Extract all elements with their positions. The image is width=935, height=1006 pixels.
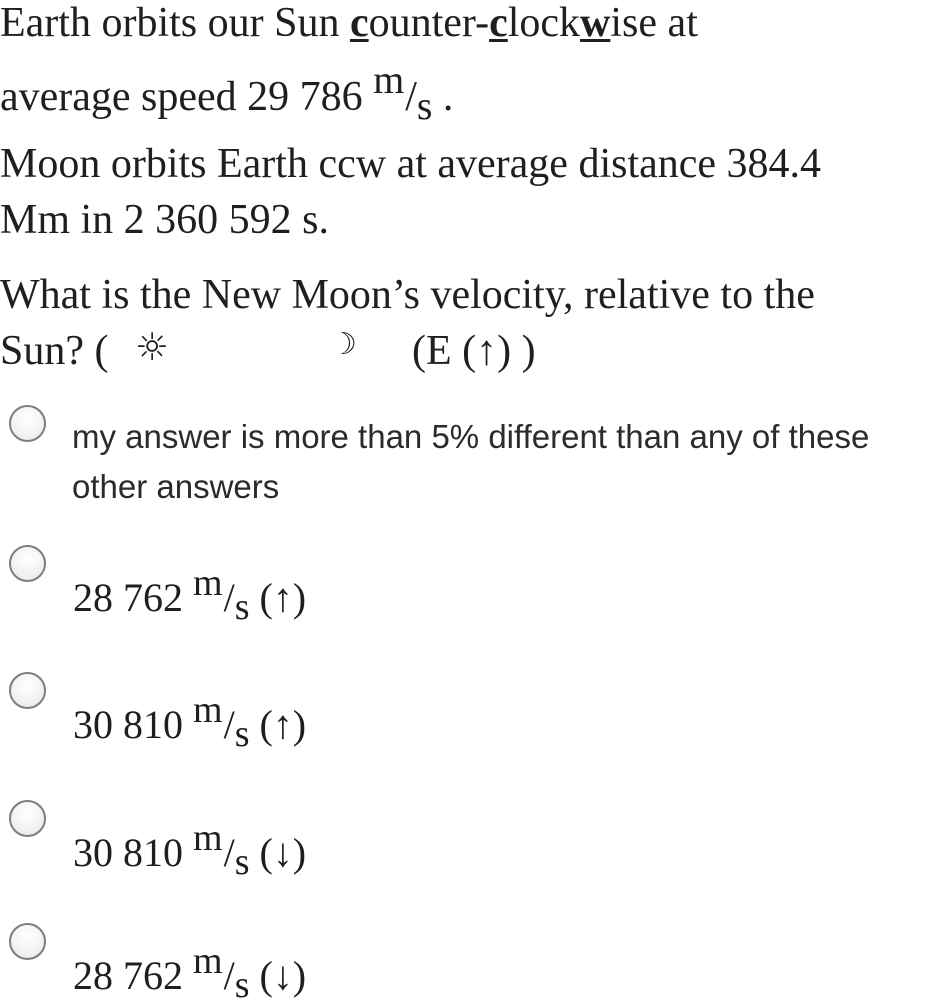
answer-option-4[interactable]: [0, 795, 935, 885]
unit-numerator: m: [373, 57, 405, 103]
direction-indicator: (↑): [259, 702, 307, 747]
answer-option-1[interactable]: [0, 400, 935, 520]
question-text-segment: Earth orbits our Sun: [0, 0, 350, 46]
unit-numerator: m: [193, 817, 223, 860]
question-text-segment: ounter-: [368, 0, 490, 46]
question-line-5: What is the New Moon’s velocity, relative to the: [0, 272, 815, 318]
unit-meters-per-second: [193, 562, 250, 629]
unit-denominator: s: [234, 713, 250, 756]
option-label: [73, 940, 307, 1006]
unit-slash: /: [405, 74, 417, 120]
option-label: my answer is more than 5% different than any of these other answers: [72, 418, 870, 505]
unit-denominator: s: [416, 82, 433, 128]
unit-slash: /: [223, 830, 235, 875]
direction-indicator: (↓): [259, 830, 307, 875]
underlined-letter: c: [489, 0, 508, 46]
direction-indicator: (↑): [259, 575, 307, 620]
question-text-segment: lock: [507, 0, 581, 46]
unit-numerator: m: [193, 940, 223, 983]
unit-meters-per-second: [373, 57, 433, 128]
question-line-1: [0, 2, 698, 44]
direction-indicator: (↓): [259, 953, 307, 998]
earth-direction-text: (E (↑) ): [412, 328, 536, 374]
unit-meters-per-second: [193, 817, 250, 884]
unit-numerator: m: [193, 562, 223, 605]
question-text-segment: ise at: [610, 0, 698, 46]
unit-denominator: s: [234, 841, 250, 884]
answer-option-5[interactable]: [0, 920, 935, 1006]
moon-icon: ☾: [330, 327, 357, 362]
underlined-letter: w: [580, 0, 611, 46]
unit-slash: /: [223, 575, 235, 620]
question-line-6: [0, 325, 536, 374]
option-label: [73, 689, 307, 756]
unit-denominator: s: [234, 586, 250, 629]
sun-icon: ☼: [135, 325, 170, 369]
unit-slash: /: [223, 702, 235, 747]
option-value: 28 762: [73, 953, 183, 998]
unit-denominator: s: [234, 964, 250, 1006]
unit-numerator: m: [193, 689, 223, 732]
radio-button[interactable]: [9, 923, 46, 960]
radio-button[interactable]: [9, 405, 46, 442]
radio-button[interactable]: [9, 800, 46, 837]
unit-meters-per-second: [193, 940, 250, 1006]
unit-meters-per-second: [193, 689, 250, 756]
question-line-4: Mm in 2 360 592 s.: [0, 197, 330, 243]
option-value: 30 810: [73, 702, 183, 747]
underlined-letter: c: [349, 0, 369, 46]
radio-button[interactable]: [9, 672, 46, 709]
question-text-segment: .: [432, 74, 454, 120]
radio-button[interactable]: [9, 545, 46, 582]
option-label: [73, 817, 307, 884]
option-value: 28 762: [73, 575, 183, 620]
speed-value: average speed 29 786: [0, 74, 374, 120]
option-value: 30 810: [73, 830, 183, 875]
question-line-3: Moon orbits Earth ccw at average distance 384.4: [0, 141, 822, 187]
answer-option-3[interactable]: [0, 667, 935, 757]
question-line-2: [0, 57, 454, 128]
answer-option-2[interactable]: [0, 540, 935, 630]
option-label: [73, 562, 307, 629]
unit-slash: /: [223, 953, 235, 998]
question-text-segment: Sun? (: [0, 328, 109, 374]
